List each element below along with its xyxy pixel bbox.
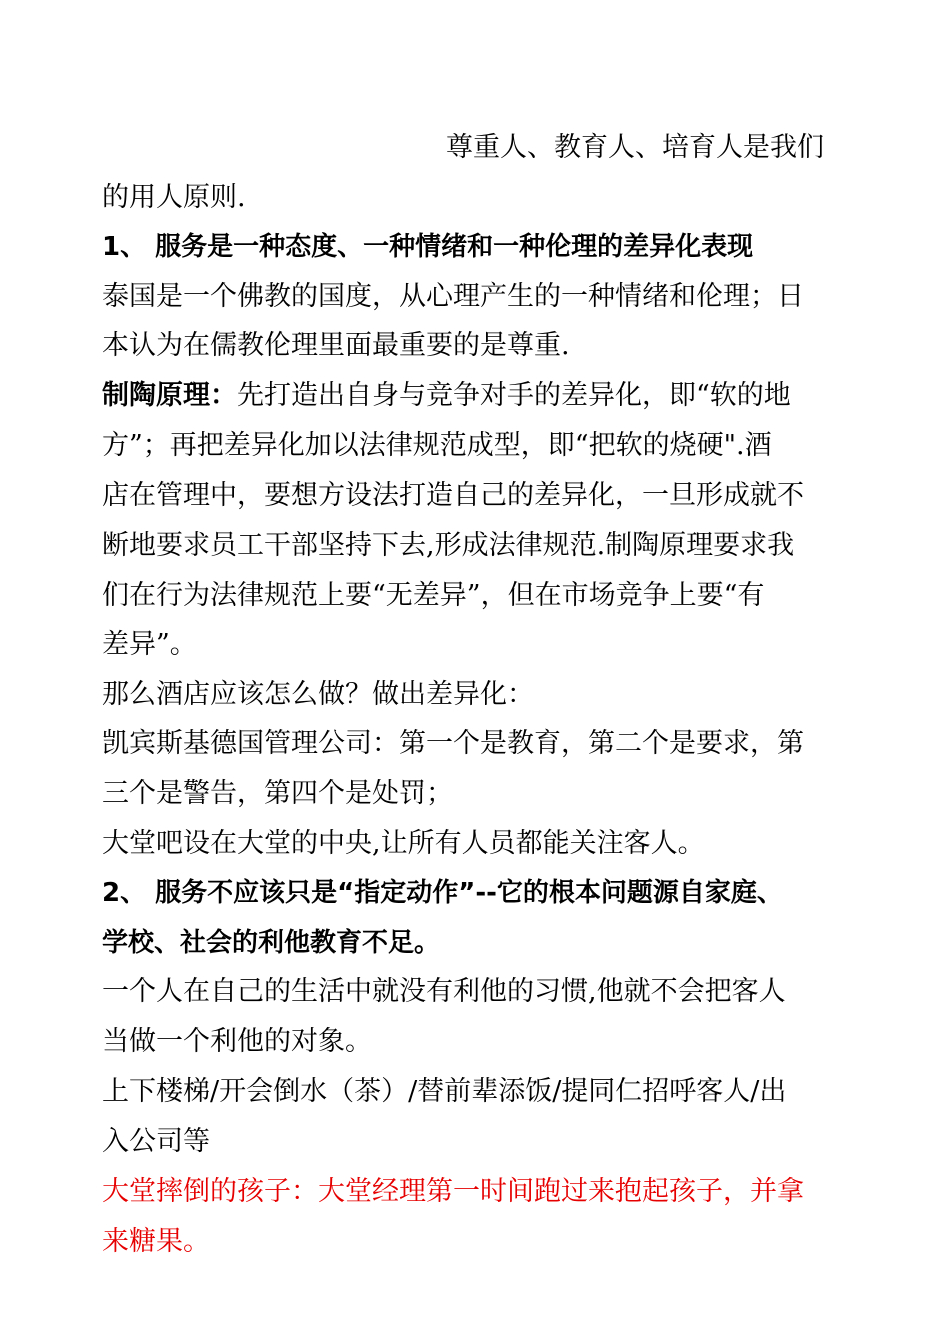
section-1-paragraph-2-line-5: 们在行为法律规范上要“无差异”，但在市场竞争上要“有 [102,580,765,611]
section-1-paragraph-3: 那么酒店应该怎么做？做出差异化： [102,679,534,710]
section-1-paragraph-5: 大堂吧设在大堂的中央,让所有人员都能关注客人。 [102,828,705,859]
section-2-paragraph-1-line-1: 一个人在自己的生活中就没有利他的习惯,他就不会把客人 [102,976,786,1007]
intro-line-2: 的用人原则. [102,182,246,213]
paragraph-label: 制陶原理： [102,380,237,411]
section-1-heading: 1、 服务是一种态度、一种情绪和一种伦理的差异化表现 [102,232,754,262]
section-1-paragraph-2-line-4: 断地要求员工干部坚持下去,形成法律规范.制陶原理要求我 [102,530,795,561]
section-1-paragraph-2-line-6: 差异”。 [102,629,197,660]
section-2-paragraph-2-line-2: 入公司等 [102,1126,210,1157]
intro-line-1: 尊重人、教育人、培育人是我们 [446,132,824,163]
section-2-highlight-line-2: 来糖果。 [102,1226,210,1257]
section-1-paragraph-2-line-1 [102,378,791,414]
section-2-highlight-line-1: 大堂摔倒的孩子：大堂经理第一时间跑过来抱起孩子，并拿 [102,1176,804,1207]
section-1-paragraph-4-line-1: 凯宾斯基德国管理公司：第一个是教育，第二个是要求，第 [102,728,804,759]
section-1-paragraph-2-line-2: 方”；再把差异化加以法律规范成型，即“把软的烧硬".酒 [102,430,772,461]
paragraph-text: 先打造出自身与竞争对手的差异化，即“软的地 [237,380,791,411]
section-1-paragraph-1-line-2: 本认为在儒教伦理里面最重要的是尊重. [102,330,570,361]
section-2-heading-line-1: 2、 服务不应该只是“指定动作”--它的根本问题源自家庭、 [102,878,783,908]
section-1-paragraph-1-line-1: 泰国是一个佛教的国度，从心理产生的一种情绪和伦理；日 [102,281,804,312]
section-2-paragraph-1-line-2: 当做一个利他的对象。 [102,1026,372,1057]
section-1-paragraph-2-line-3: 店在管理中，要想方设法打造自己的差异化，一旦形成就不 [102,480,804,511]
section-2-paragraph-2-line-1: 上下楼梯/开会倒水（茶）/替前辈添饭/提同仁招呼客人/出 [102,1076,787,1107]
section-1-paragraph-4-line-2: 三个是警告，第四个是处罚； [102,778,453,809]
section-2-heading-line-2: 学校、社会的利他教育不足。 [102,928,441,958]
